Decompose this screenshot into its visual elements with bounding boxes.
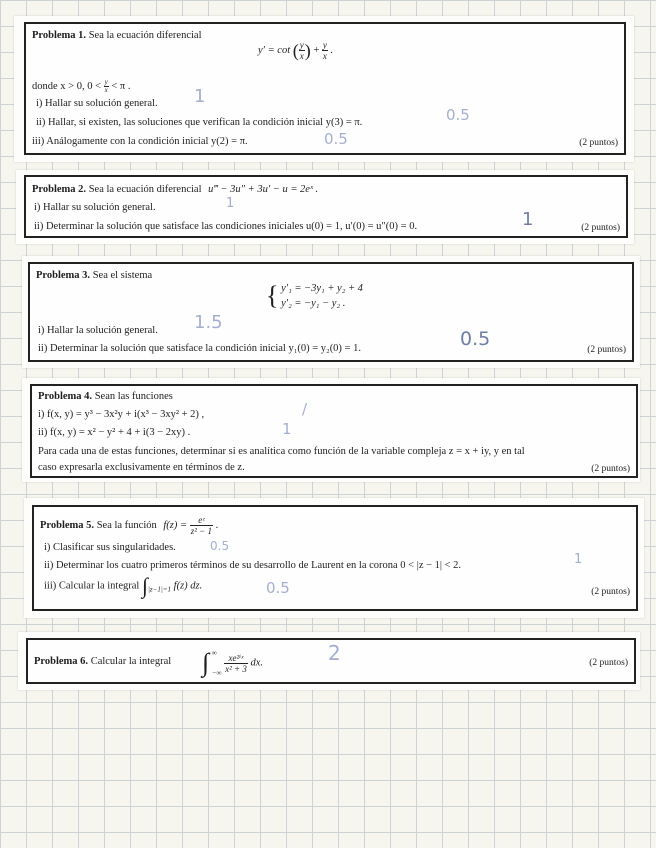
problem-5-part-iii: iii) Calcular la integral $\int_{|z-1|=1}$ f(z) dz.	[44, 573, 203, 598]
handwritten-grade: 0.5	[210, 539, 230, 553]
frac-den: z² − 1	[190, 526, 212, 536]
problem-2-part-i: i) Hallar su solución general.	[34, 202, 156, 213]
integral-sub: −∞	[211, 669, 222, 677]
frac-num: y	[299, 40, 304, 50]
problem-1-box	[24, 22, 626, 155]
problem-2-label: Problema 2.	[32, 184, 87, 195]
problem-2-intro: Sea la ecuación diferencial	[88, 184, 202, 195]
problem-6-text	[34, 655, 171, 669]
problem-2-box	[24, 175, 628, 238]
problem-4-part-i: i) f(x, y) = y³ − 3x²y + i(x³ − 3xy² + 2) ,	[38, 409, 205, 420]
problem-1-part-iii: iii) Análogamente con la condición inicial y(2) = π.	[32, 136, 248, 147]
problem-5-label: Problema 5.	[40, 519, 95, 531]
integral-sub: |z−1|=1	[148, 585, 172, 594]
problem-1-equation: y′ = cot ( $\frac{y}{x}$ ) + $\frac{y}{x}$ .	[258, 40, 334, 61]
frac-num: eᶻ	[190, 515, 213, 526]
domain-post: < π .	[111, 80, 131, 92]
problem-5-box	[32, 505, 638, 611]
integral-sup: ∞	[211, 649, 217, 657]
integral-dx: dx.	[250, 657, 264, 669]
problem-1-label: Problema 1.	[32, 30, 87, 41]
problem-1-part-i: i) Hallar su solución general.	[36, 98, 158, 109]
problem-4-intro: Sean las funciones	[94, 391, 173, 402]
problem-3-points: (2 puntos)	[587, 345, 626, 355]
problem-5-part-i: i) Clasificar sus singularidades.	[44, 542, 176, 553]
system-eq-2: y′₂ = −y₁ − y₂ .	[281, 298, 346, 309]
problem-4-part-ii: ii) f(x, y) = x² − y² + 4 + i(3 − 2xy) .	[38, 427, 191, 438]
problem-4-header	[38, 390, 173, 404]
frac-den: x	[299, 51, 304, 61]
problem-5-points: (2 puntos)	[591, 587, 630, 597]
integral-pre: iii) Calcular la integral	[44, 580, 140, 592]
frac-den-2: x	[322, 51, 327, 61]
problem-3-part-ii: ii) Determinar la solución que satisface la condición inicial y₁(0) = y₂(0) = 1.	[38, 343, 361, 354]
problem-6-intro: Calcular la integral	[90, 656, 172, 667]
equation-lhs: y′ = cot	[258, 44, 291, 56]
handwritten-grade: 0.5	[460, 328, 491, 350]
problem-5-intro: Sea la función	[96, 519, 157, 531]
handwritten-grade: 0.5	[324, 130, 348, 148]
problem-1-part-ii: ii) Hallar, si existen, las soluciones que verifican la condición inicial y(3) = π.	[36, 117, 363, 128]
problem-4-text-2: caso expresarla exclusivamente en términos de z.	[38, 462, 245, 473]
frac-num: xe²ⁱˣ	[224, 653, 248, 664]
problem-6-points: (2 puntos)	[589, 658, 628, 668]
problem-2-header	[32, 183, 318, 197]
system-eq-1: y′₁ = −3y₁ + y₂ + 4	[281, 283, 363, 294]
problem-2-points: (2 puntos)	[581, 223, 620, 233]
problem-3-part-i: i) Hallar la solución general.	[38, 325, 158, 336]
problem-4-label: Problema 4.	[38, 391, 93, 402]
handwritten-grade: 1	[282, 420, 292, 438]
problem-5-part-ii: ii) Determinar los cuatro primeros términos de su desarrollo de Laurent en la corona 0 < |z − 1| < 2.	[44, 560, 462, 571]
frac-num-2: y	[322, 40, 327, 50]
integral-post: f(z) dz.	[173, 580, 203, 592]
problem-1-header	[32, 29, 202, 43]
problem-2-part-ii: ii) Determinar la solución que satisface las condiciones iniciales u(0) = 1, u′(0) = u″(0) = 0.	[34, 221, 418, 232]
frac-den: x² + 3	[225, 663, 247, 674]
problem-3-system: { y′₁ = −3y₁ + y₂ + 4 y′₂ = −y₁ − y₂ .	[266, 281, 363, 310]
handwritten-grade: 1.5	[194, 312, 223, 333]
handwritten-grade: 1	[194, 86, 206, 107]
handwritten-grade: 1	[522, 209, 534, 230]
problem-3-label: Problema 3.	[36, 270, 91, 281]
problem-2-equation: u‴ − 3u″ + 3u′ − u = 2eˣ .	[208, 184, 319, 195]
problem-1-points: (2 puntos)	[579, 138, 618, 148]
handwritten-grade: 2	[328, 641, 341, 665]
problem-6-integral: ∫ ∞ −∞ $\frac{\text{xe²ⁱˣ}}{\text{x² + 3}}$ dx.	[202, 643, 263, 683]
domain-frac-num: y	[104, 78, 108, 86]
handwritten-grade: 1	[226, 196, 235, 211]
handwritten-grade: 1	[574, 552, 583, 567]
handwritten-grade: 0.5	[446, 106, 470, 124]
problem-6-label: Problema 6.	[34, 656, 89, 667]
problem-3-header	[36, 269, 152, 283]
handwritten-grade: /	[302, 400, 308, 418]
problem-1-domain	[32, 79, 130, 94]
problem-3-box	[28, 262, 634, 362]
problem-4-box	[30, 384, 638, 478]
problem-3-intro: Sea el sistema	[92, 270, 153, 281]
domain-pre: donde x > 0, 0 <	[32, 80, 102, 92]
problem-1-intro: Sea la ecuación diferencial	[88, 30, 202, 41]
problem-4-text-1: Para cada una de estas funciones, determinar si es analítica como función de la variable compleja z = x + iy, y en tal	[38, 446, 525, 457]
equation-plus: +	[313, 44, 320, 56]
domain-frac-den: x	[104, 86, 108, 94]
problem-6-box	[26, 638, 636, 684]
problem-4-points: (2 puntos)	[591, 464, 630, 474]
handwritten-grade: 0.5	[266, 579, 290, 597]
function-lhs: f(z) =	[163, 519, 188, 531]
problem-5-header: Problema 5. Sea la función f(z) = $\frac{\text{eᶻ}}{\text{z² − 1}}$ .	[40, 515, 219, 536]
